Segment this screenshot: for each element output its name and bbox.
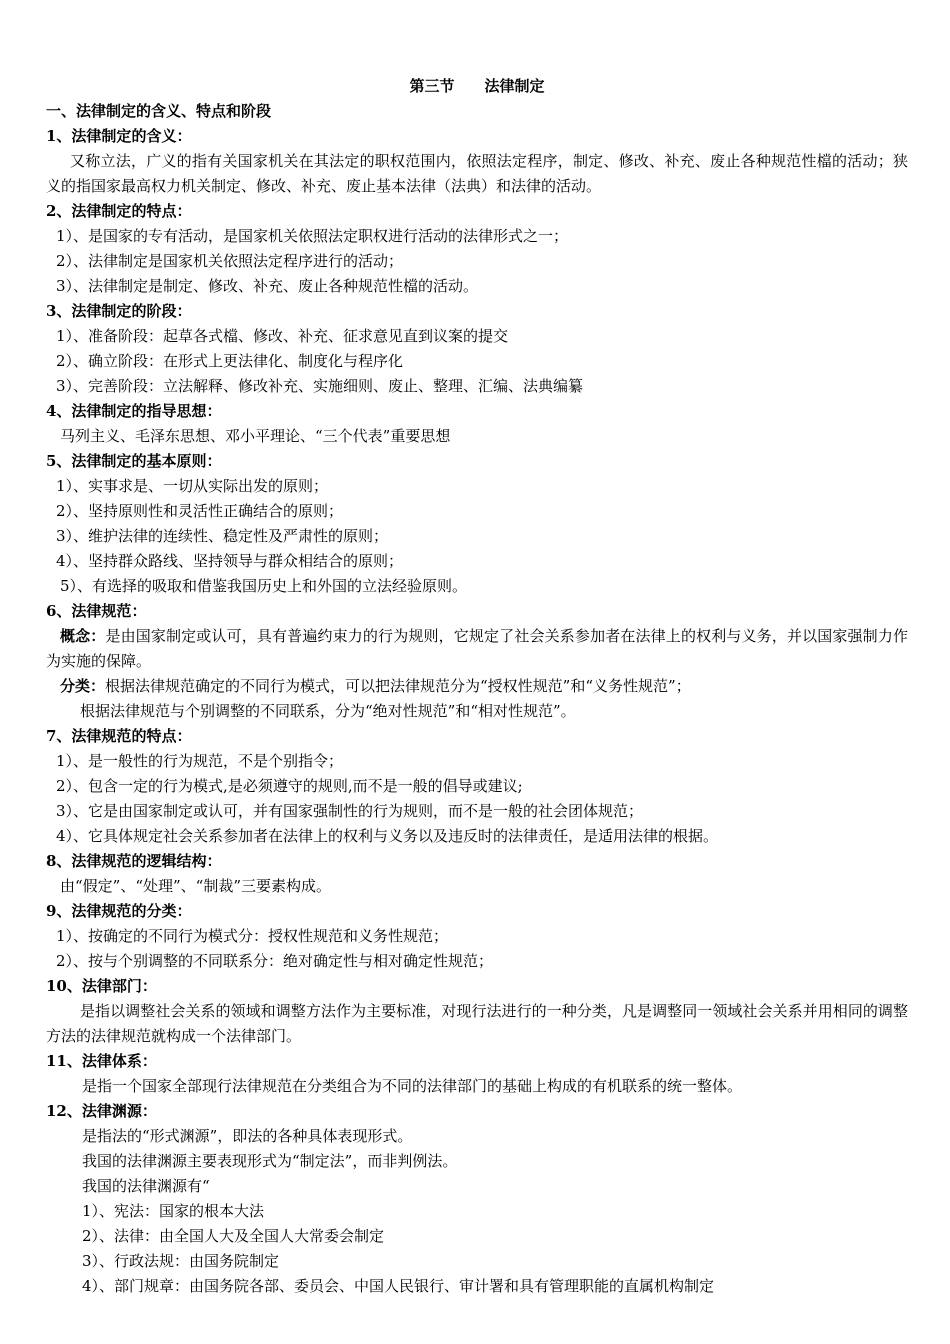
list-item: 1）、是一般性的行为规范，不是个别指令；	[56, 752, 344, 770]
list-item: 2）、按与个别调整的不同联系分：绝对确定性与相对确定性规范；	[56, 952, 494, 970]
heading-6: 6、法律规范：	[46, 602, 147, 620]
heading-12: 12、法律渊源：	[46, 1102, 157, 1120]
heading-10: 10、法律部门：	[46, 977, 157, 995]
list-item: 2）、确立阶段：在形式上更法律化、制度化与程序化	[56, 352, 404, 370]
paragraph: 我国的法律渊源有“	[82, 1177, 210, 1195]
heading-8: 8、法律规范的逻辑结构：	[46, 852, 222, 870]
list-item: 1）、实事求是、一切从实际出发的原则；	[56, 477, 329, 495]
list-item: 1）、宪法：国家的根本大法	[82, 1202, 265, 1220]
page-title: 第三节 法律制定	[409, 77, 545, 95]
list-item: 4）、它具体规定社会关系参加者在法律上的权利与义务以及违反时的法律责任，是适用法律的根据。	[56, 827, 719, 845]
list-item: 2）、坚持原则性和灵活性正确结合的原则；	[56, 502, 344, 520]
paragraph-legal-system: 是指一个国家全部现行法律规范在分类组合为不同的法律部门的基础上构成的有机联系的统一整体。	[82, 1077, 743, 1095]
paragraph-definition: 又称立法，广义的指有关国家机关在其法定的职权范围内，依照法定程序，制定、修改、补充、废止各种规范性檔的活动；狭义的指国家最高权力机关制定、修改、补充、废止基本法律（法典）和法律的活动。	[46, 152, 908, 195]
list-item: 2）、包含一定的行为模式,是必须遵守的规则,而不是一般的倡导或建议;	[56, 777, 523, 795]
classification-text: 根据法律规范确定的不同行为模式，可以把法律规范分为“授权性规范”和“义务性规范”；	[105, 677, 691, 695]
paragraph-concept	[46, 624, 908, 674]
list-item: 3）、法律制定是制定、修改、补充、废止各种规范性檔的活动。	[56, 277, 479, 295]
list-item: 3）、维护法律的连续性、稳定性及严肃性的原则；	[56, 527, 389, 545]
paragraph-legal-department: 是指以调整社会关系的领域和调整方法作为主要标准，对现行法进行的一种分类，凡是调整同一领域社会关系并用相同的调整方法的法律规范就构成一个法律部门。	[46, 1002, 908, 1045]
list-item: 2）、法律制定是国家机关依照法定程序进行的活动；	[56, 252, 404, 270]
paragraph: 马列主义、毛泽东思想、邓小平理论、“三个代表”重要思想	[60, 427, 451, 445]
concept-label: 概念：	[60, 627, 106, 645]
paragraph-classification	[46, 674, 908, 699]
paragraph: 我国的法律渊源主要表现形式为“制定法”，而非判例法。	[82, 1152, 458, 1170]
heading-2: 2、法律制定的特点：	[46, 202, 192, 220]
heading-3: 3、法律制定的阶段：	[46, 302, 192, 320]
list-item: 3）、它是由国家制定或认可，并有国家强制性的行为规则，而不是一般的社会团体规范；	[56, 802, 644, 820]
heading-7: 7、法律规范的特点：	[46, 727, 192, 745]
classification-label: 分类：	[60, 677, 106, 695]
paragraph-classification-2: 根据法律规范与个别调整的不同联系，分为“绝对性规范”和“相对性规范”。	[80, 702, 576, 720]
list-item: 3）、行政法规：由国务院制定	[82, 1252, 280, 1270]
paragraph: 由“假定”、“处理”、“制裁”三要素构成。	[60, 877, 332, 895]
heading-1: 1、法律制定的含义：	[46, 127, 192, 145]
concept-text: 是由国家制定或认可，具有普遍约束力的行为规则，它规定了社会关系参加者在法律上的权利与义务，并以国家强制力作为实施的保障。	[46, 627, 908, 670]
list-item: 1）、按确定的不同行为模式分：授权性规范和义务性规范；	[56, 927, 449, 945]
section-heading: 一、法律制定的含义、特点和阶段	[46, 102, 272, 120]
heading-11: 11、法律体系：	[46, 1052, 157, 1070]
list-item: 1）、是国家的专有活动，是国家机关依照法定职权进行活动的法律形式之一；	[56, 227, 569, 245]
list-item: 4）、坚持群众路线、坚持领导与群众相结合的原则；	[56, 552, 404, 570]
list-item: 1）、准备阶段：起草各式檔、修改、补充、征求意见直到议案的提交	[56, 327, 509, 345]
list-item: 5）、有选择的吸取和借鉴我国历史上和外国的立法经验原则。	[60, 577, 468, 595]
heading-9: 9、法律规范的分类：	[46, 902, 192, 920]
heading-5: 5、法律制定的基本原则：	[46, 452, 222, 470]
document-page	[46, 74, 908, 1299]
list-item: 4）、部门规章：由国务院各部、委员会、中国人民银行、审计署和具有管理职能的直属机构制定	[82, 1277, 715, 1295]
list-item: 2）、法律：由全国人大及全国人大常委会制定	[82, 1227, 385, 1245]
heading-4: 4、法律制定的指导思想：	[46, 402, 222, 420]
list-item: 3）、完善阶段：立法解释、修改补充、实施细则、废止、整理、汇编、法典编纂	[56, 377, 584, 395]
paragraph: 是指法的“形式渊源”，即法的各种具体表现形式。	[82, 1127, 413, 1145]
